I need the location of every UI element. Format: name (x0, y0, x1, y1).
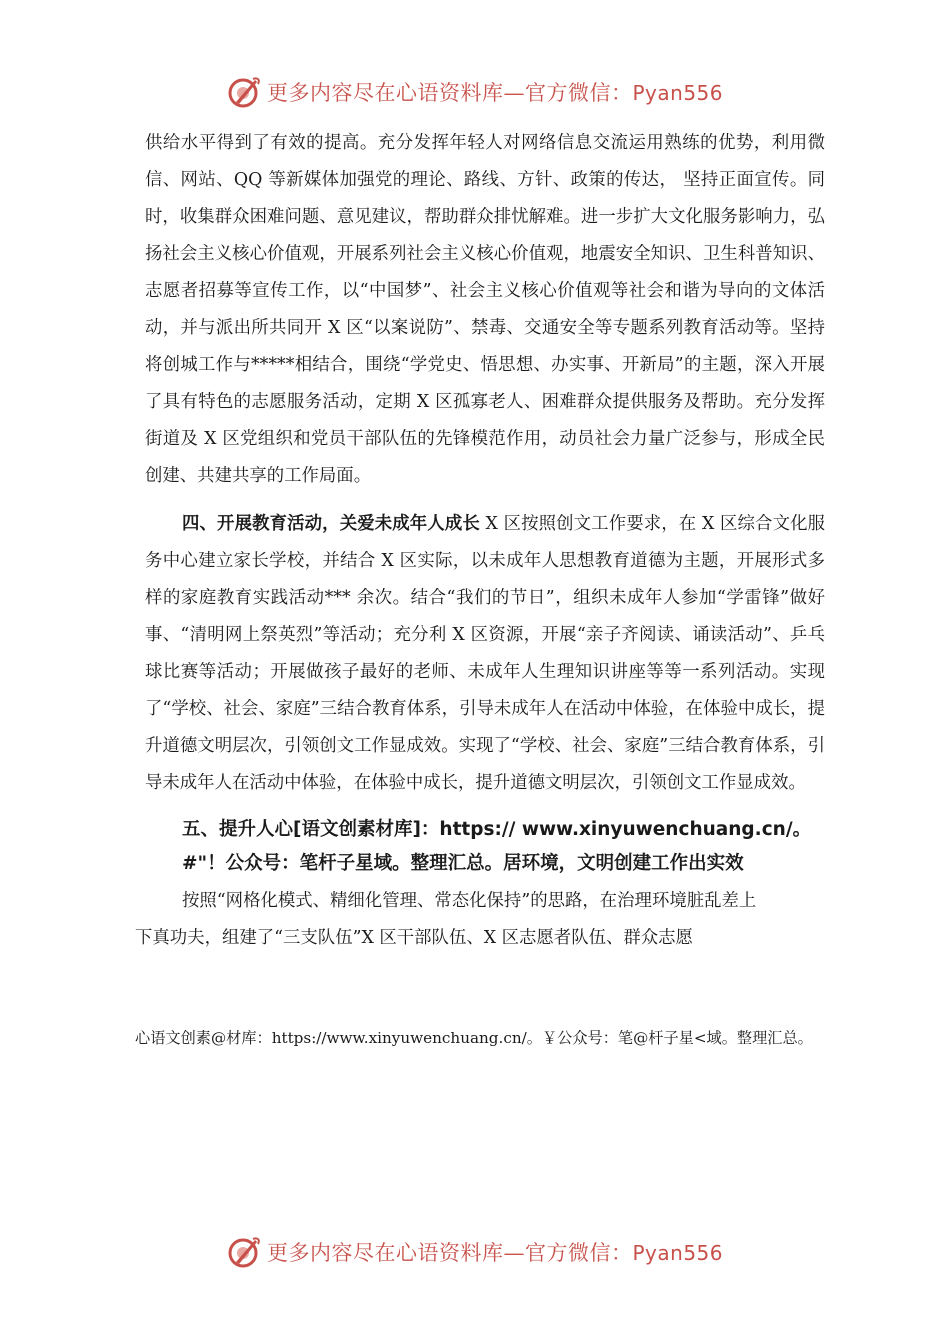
paragraph-2 (145, 506, 825, 802)
paragraph-3 (135, 883, 817, 957)
section-5-heading: 五、提升人心[语文创素材库]：https:// www.xinyuwenchuang.cn/。#"！公众号：笔杆子星域。整理汇总。居环境，文明创建工作出实效 (182, 819, 812, 874)
header-banner (0, 70, 950, 114)
quill-logo-icon (227, 75, 261, 109)
banner-wechat-id: Pyan556 (632, 1241, 723, 1265)
document-body (135, 125, 826, 957)
paragraph-3-line-2: 下真功夫，组建了“三支队伍”X 区干部队伍、X 区志愿者队伍、群众志愿 (135, 928, 693, 948)
paragraph-2-text: X 区按照创文工作要求，在 X 区综合文化服务中心建立家长学校，并结合 X 区实际，以未成年人思想教育道德为主题，开展形式多样的家庭教育实践活动*** 余次。结合“我们的节日”，组织未成年人参加“学雷锋”做好事、“清明网上祭英烈”等活动；充分利 X 区资源，开展“亲子齐阅读、诵读活动”、乒乓球比赛等活动；开展做孩子最好的老师、未成年人生理知识讲座等等一系列活动。实现了“学校、社会、家庭”三结合教育体系，引导未成年人在活动中体验，在体验中成长，提升道德文明层次，引领创文工作显成效。实现了“学校、社会、家庭”三结合教育体系，引导未成年人在活动中体验，在体验中成长，提升道德文明层次，引领创文工作显成效。 (145, 514, 826, 793)
banner-text (267, 1237, 723, 1267)
banner-text-cn: 更多内容尽在心语资料库—官方微信： (266, 1241, 633, 1265)
quill-logo-icon (227, 1235, 261, 1269)
section-4-heading: 四、开展教育活动，关爱未成年人成长 (182, 514, 480, 534)
banner-text-cn: 更多内容尽在心语资料库—官方微信： (266, 81, 633, 105)
footnote: 心语文创素@材库：https://www.xinyuwenchuang.cn/。￥公众号：笔@杆子星<域。整理汇总。 (135, 1029, 813, 1047)
footer-banner (0, 1230, 950, 1274)
banner-text (267, 77, 723, 107)
banner-wechat-id: Pyan556 (632, 81, 723, 105)
paragraph-1: 供给水平得到了有效的提高。充分发挥年轻人对网络信息交流运用熟练的优势，利用微信、网站、QQ 等新媒体加强党的理论、路线、方针、政策的传达， 坚持正面宣传。同时，收集群众困难问题、意见建议，帮助群众排忧解难。进一步扩大文化服务影响力，弘扬社会主义核心价值观，开展系列社会主义核心价值观，地震安全知识、卫生科普知识、志愿者招募等宣传工作，以“中国梦”、社会主义核心价值观等社会和谐为导向的文体活动，并与派出所共同开 X 区“以案说防”、禁毒、交通安全等专题系列教育活动等。坚持将创城工作与*****相结合，围绕“学党史、悟思想、办实事、开新局”的主题，深入开展了具有特色的志愿服务活动，定期 X 区孤寡老人、困难群众提供服务及帮助。充分发挥街道及 X 区党组织和党员干部队伍的先锋模范作用，动员社会力量广泛参与，形成全民创建、共建共享的工作局面。 (145, 133, 825, 486)
paragraph-3-line-1: 按照“网格化模式、精细化管理、常态化保持”的思路，在治理环境脏乱差上 (182, 891, 757, 911)
